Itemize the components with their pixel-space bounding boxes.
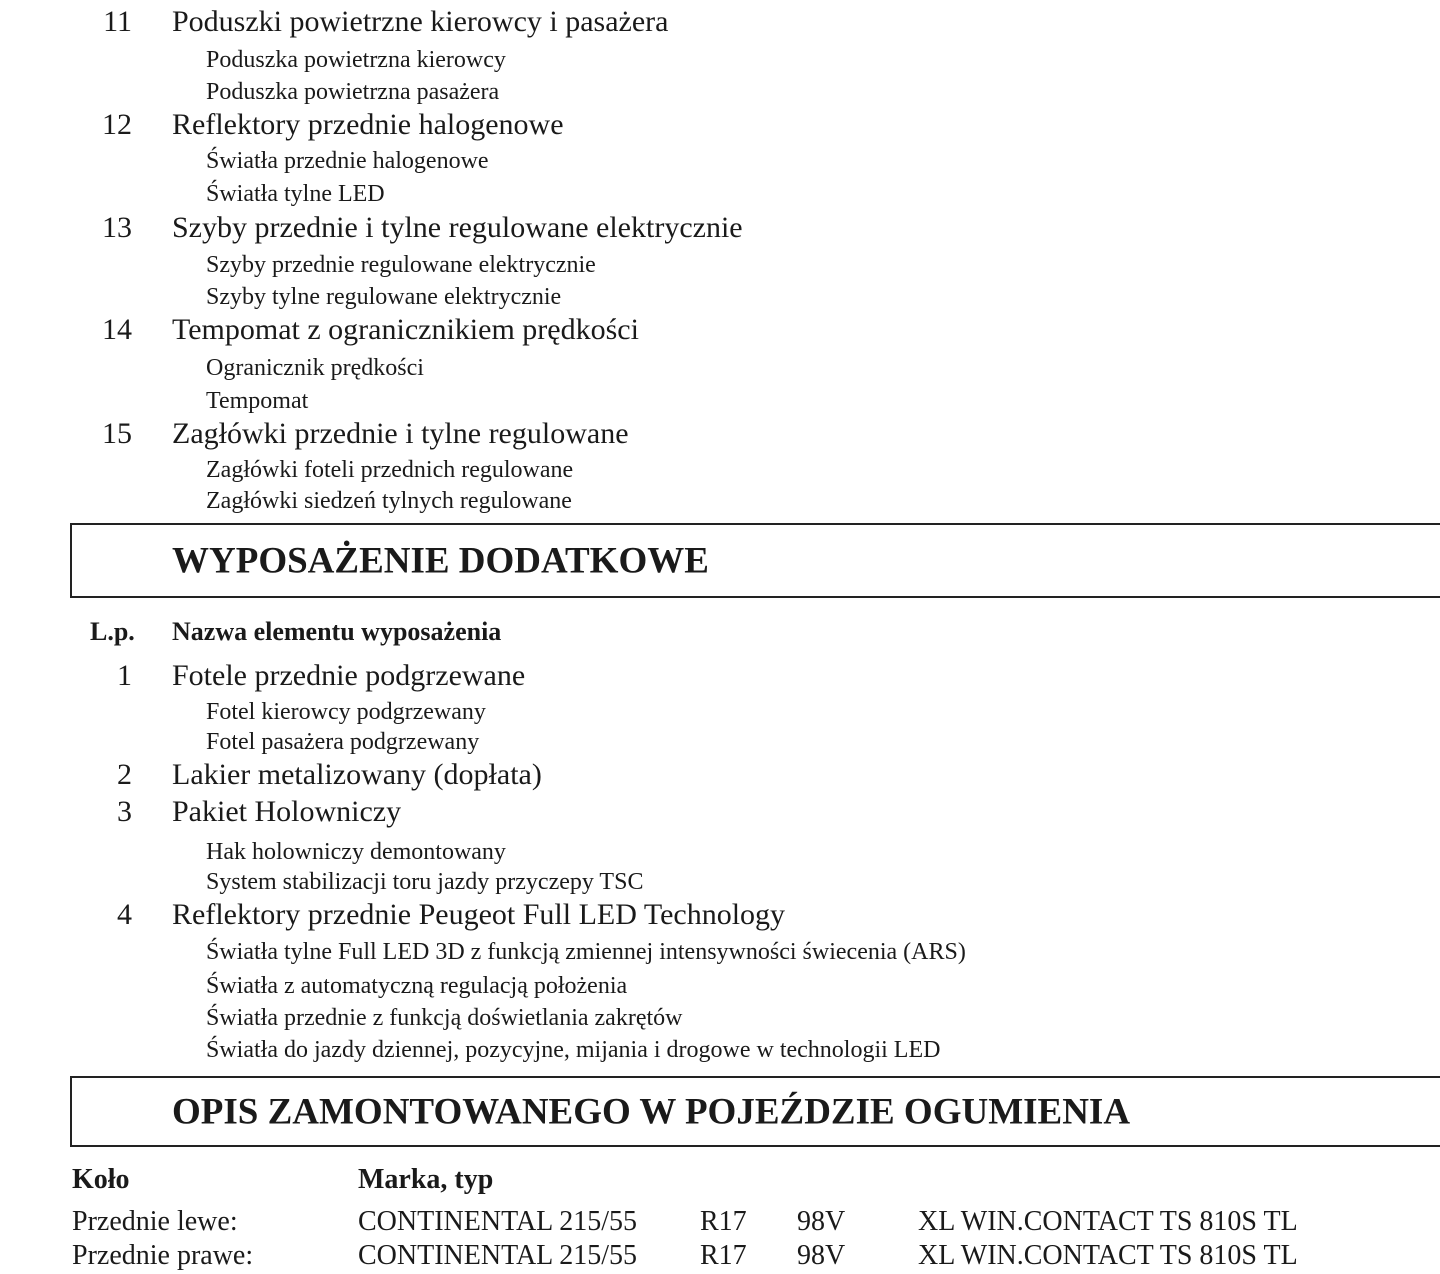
section-header-tyres xyxy=(70,1076,1440,1147)
item-name: Tempomat z ogranicznikiem prędkości xyxy=(172,313,639,346)
item-sub: Szyby przednie regulowane elektrycznie xyxy=(206,252,596,278)
item-sub: Szyby tylne regulowane elektrycznie xyxy=(206,284,562,310)
column-header-wheel: Koło xyxy=(72,1164,130,1195)
item-name: Fotele przednie podgrzewane xyxy=(172,659,526,692)
item-sub: System stabilizacji toru jazdy przyczepy TSC xyxy=(206,869,644,895)
item-number: 1 xyxy=(117,659,132,692)
tyre-brand: CONTINENTAL 215/55 xyxy=(358,1206,638,1237)
item-sub: Ogranicznik prędkości xyxy=(206,355,424,381)
item-sub: Tempomat xyxy=(206,388,309,414)
tyre-wheel: Przednie lewe: xyxy=(72,1206,238,1237)
tyre-model: XL WIN.CONTACT TS 810S TL xyxy=(918,1206,1298,1237)
tyre-index: 98V xyxy=(797,1240,846,1271)
item-sub: Światła przednie z funkcją doświetlania zakrętów xyxy=(206,1005,683,1031)
item-name: Poduszki powietrzne kierowcy i pasażera xyxy=(172,5,669,38)
item-sub: Poduszka powietrzna kierowcy xyxy=(206,47,506,73)
item-sub: Światła z automatyczną regulacją położenia xyxy=(206,973,628,999)
item-number: 3 xyxy=(117,795,132,828)
item-sub: Poduszka powietrzna pasażera xyxy=(206,79,500,105)
item-number: 2 xyxy=(117,758,132,791)
item-name: Reflektory przednie halogenowe xyxy=(172,108,564,141)
item-sub: Światła tylne Full LED 3D z funkcją zmiennej intensywności świecenia (ARS) xyxy=(206,939,966,965)
column-header-brand: Marka, typ xyxy=(358,1164,494,1195)
item-number: 4 xyxy=(117,898,132,931)
item-sub: Światła do jazdy dziennej, pozycyjne, mijania i drogowe w technologii LED xyxy=(206,1037,941,1063)
column-header-name: Nazwa elementu wyposażenia xyxy=(172,617,502,646)
tyre-model: XL WIN.CONTACT TS 810S TL xyxy=(918,1240,1298,1271)
item-name: Pakiet Holowniczy xyxy=(172,795,402,828)
item-sub: Zagłówki foteli przednich regulowane xyxy=(206,457,574,483)
item-name: Lakier metalizowany (dopłata) xyxy=(172,758,542,791)
item-sub: Zagłówki siedzeń tylnych regulowane xyxy=(206,488,572,514)
item-name: Szyby przednie i tylne regulowane elektrycznie xyxy=(172,211,743,244)
item-number: 13 xyxy=(102,211,132,244)
section-header-additional xyxy=(70,523,1440,598)
section-title: OPIS ZAMONTOWANEGO W POJEŹDZIE OGUMIENIA xyxy=(172,1091,1131,1132)
item-number: 15 xyxy=(102,417,132,450)
item-name: Reflektory przednie Peugeot Full LED Technology xyxy=(172,898,786,931)
item-sub: Fotel kierowcy podgrzewany xyxy=(206,699,486,725)
item-sub: Fotel pasażera podgrzewany xyxy=(206,729,480,755)
item-number: 12 xyxy=(102,108,132,141)
column-header-lp: L.p. xyxy=(90,617,135,646)
item-sub: Światła przednie halogenowe xyxy=(206,148,489,174)
tyre-rim: R17 xyxy=(700,1240,747,1271)
tyre-rim: R17 xyxy=(700,1206,747,1237)
tyre-wheel: Przednie prawe: xyxy=(72,1240,254,1271)
item-sub: Światła tylne LED xyxy=(206,181,385,207)
item-number: 14 xyxy=(102,313,132,346)
tyre-brand: CONTINENTAL 215/55 xyxy=(358,1240,638,1271)
section-title: WYPOSAŻENIE DODATKOWE xyxy=(172,540,709,581)
item-sub: Hak holowniczy demontowany xyxy=(206,839,506,865)
tyre-index: 98V xyxy=(797,1206,846,1237)
item-name: Zagłówki przednie i tylne regulowane xyxy=(172,417,629,450)
item-number: 11 xyxy=(103,5,132,38)
